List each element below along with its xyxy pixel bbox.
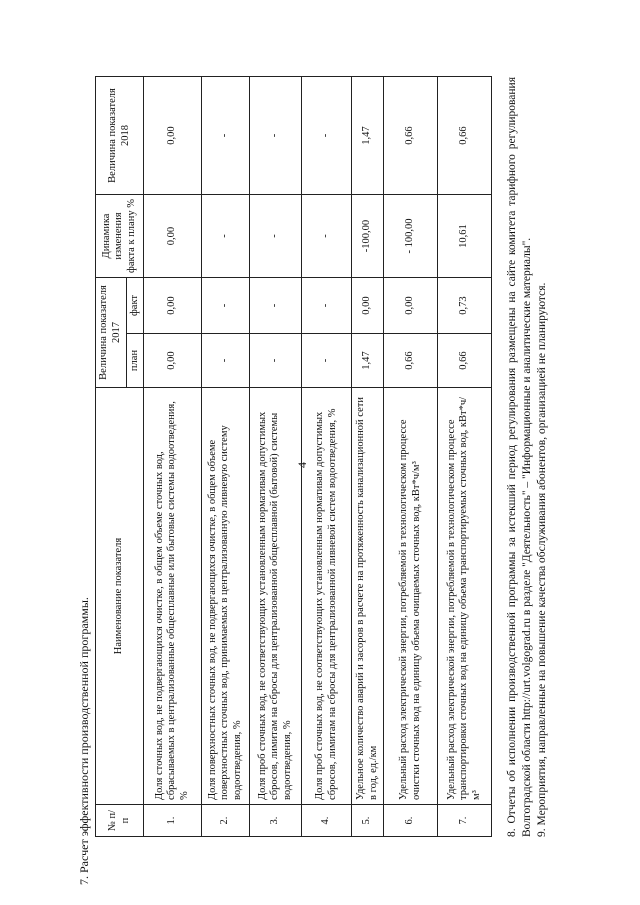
row-value-2018: 1,47 <box>352 77 384 195</box>
row-dynamics: -100,00 <box>352 195 384 278</box>
row-value-2018: - <box>202 77 250 195</box>
row-num: 5. <box>352 805 384 837</box>
row-fact: - <box>302 278 352 334</box>
row-fact: - <box>250 278 302 334</box>
row-num: 6. <box>384 805 438 837</box>
table-row <box>438 77 492 837</box>
row-value-2018: - <box>302 77 352 195</box>
row-num: 3. <box>250 805 302 837</box>
note-reports: 8. Отчеты об исполнении производственной программы за истекший период регулирования размещены на сайте комитета тарифного регулирования Волгоградской области http://urt.volgograd.ru в разделе "Деятельность" – "Информационные и аналитические материалы". <box>506 77 533 837</box>
header-name: Наименование показателя <box>96 388 144 805</box>
row-value-2018: 0,00 <box>144 77 202 195</box>
row-fact: 0,00 <box>384 278 438 334</box>
table-row <box>144 77 202 837</box>
row-name: Удельный расход электрической энергии, потребляемой в технологическом процессе транспортировки сточных вод на единицу объема транспортируемых сточных вод, кВт*ч/м³ <box>438 388 492 805</box>
row-num: 2. <box>202 805 250 837</box>
row-plan: 0,66 <box>438 334 492 388</box>
row-name: Доля проб сточных вод, не соответствующих установленным нормативам допустимых сбросов, лимитам на сбросы для централизованной общесплавной (бытовой) системы водоотведения, % <box>250 388 302 805</box>
row-plan: 1,47 <box>352 334 384 388</box>
row-value-2018: 0,66 <box>384 77 438 195</box>
header-value-2018: Величина показателя 2018 <box>96 77 144 195</box>
row-name: Доля проб сточных вод, не соответствующих установленным нормативам допустимых сбросов, лимитам на сбросы для централизованной ливневой систем водоотведения, % <box>302 388 352 805</box>
header-plan: план <box>126 334 144 388</box>
row-num: 1. <box>144 805 202 837</box>
row-dynamics: 10,61 <box>438 195 492 278</box>
table-row <box>302 77 352 837</box>
header-fact: факт <box>126 278 144 334</box>
section-title: 7. Расчет эффективности производственной программы. <box>77 597 91 885</box>
row-fact: - <box>202 278 250 334</box>
row-dynamics: - <box>250 195 302 278</box>
row-dynamics: 0,00 <box>144 195 202 278</box>
row-value-2018: 0,66 <box>438 77 492 195</box>
row-plan: 0,00 <box>144 334 202 388</box>
note-measures: 9. Мероприятия, направленные на повышение качества обслуживания абонентов, организацией не планируются. <box>535 282 548 837</box>
row-num: 7. <box>438 805 492 837</box>
row-plan: - <box>202 334 250 388</box>
table-row <box>250 77 302 837</box>
row-fact: 0,73 <box>438 278 492 334</box>
row-name: Доля поверхностных сточных вод, не подвергающихся очистке, в общем объеме поверхностных сточных вод, принимаемых в централизованную ливневую систему водоотведения, % <box>202 388 250 805</box>
table-row <box>352 77 384 837</box>
row-name: Удельное количество аварий и засоров в расчете на протяженность канализационной сети в год, ед./км <box>352 388 384 805</box>
row-fact: 0,00 <box>352 278 384 334</box>
row-value-2018: - <box>250 77 302 195</box>
row-num: 4. <box>302 805 352 837</box>
row-dynamics: - <box>202 195 250 278</box>
row-dynamics: - 100,00 <box>384 195 438 278</box>
header-value-2017: Величина показателя 2017 <box>96 278 127 388</box>
row-plan: 0,66 <box>384 334 438 388</box>
row-name: Доля сточных вод, не подвергающихся очистке, в общем объеме сточных вод, сбрасываемых в централизованные общесплавные или бытовые системы водоотведения, % <box>144 388 202 805</box>
table-row <box>202 77 250 837</box>
header-dynamics: Динамика изменения факта к плану % <box>96 195 144 278</box>
row-name: Удельный расход электрической энергии, потребляемой в технологическом процессе очистки сточных вод на единицу объема очищаемых сточных вод, кВт*ч/м³ <box>384 388 438 805</box>
row-plan: - <box>250 334 302 388</box>
notes-block <box>505 77 550 837</box>
table-row <box>384 77 438 837</box>
header-num: № п/п <box>96 805 144 837</box>
row-plan: - <box>302 334 352 388</box>
efficiency-table <box>95 76 492 837</box>
row-fact: 0,00 <box>144 278 202 334</box>
row-dynamics: - <box>302 195 352 278</box>
page-number: 4 <box>295 462 309 468</box>
